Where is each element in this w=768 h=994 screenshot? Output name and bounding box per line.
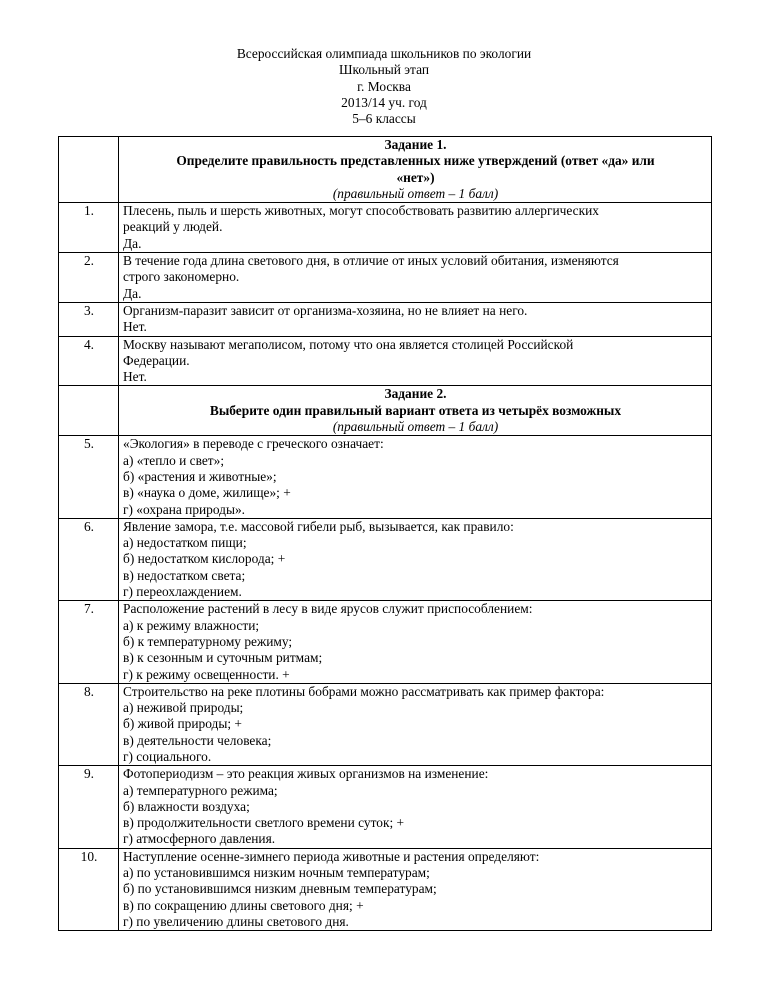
task2-header-row — [59, 386, 712, 436]
question-content — [119, 766, 712, 848]
question-row — [59, 683, 712, 765]
question-number: 3. — [59, 302, 119, 336]
answer-line: б) недостатком кислорода; + — [123, 551, 286, 567]
olympiad-title: Всероссийская олимпиада школьников по экологии — [236, 46, 532, 61]
task2-scoring: (правильный ответ – 1 балл) — [332, 419, 499, 435]
question-text: Плесень, пыль и шерсть животных, могут способствовать развитию аллергических — [123, 203, 599, 219]
question-number: 9. — [59, 766, 119, 848]
question-text: Наступление осенне-зимнего периода животные и растения определяют: — [123, 848, 540, 864]
answer-line: реакций у людей. — [123, 219, 223, 235]
answer-line: а) недостатком пищи; — [123, 535, 247, 551]
answer-line: г) «охрана природы». — [123, 501, 246, 517]
answer-line: а) по установившимся низким ночным температурам; — [123, 865, 430, 881]
answer-line: г) переохлаждением. — [123, 584, 242, 600]
answer-line: Федерации. — [123, 352, 190, 368]
answer-line: а) к режиму влажности; — [123, 617, 260, 633]
question-number: 7. — [59, 601, 119, 683]
question-number: 4. — [59, 336, 119, 386]
school-year: 2013/14 уч. год — [341, 94, 427, 110]
task1-title: Задание 1. — [384, 137, 447, 152]
answer-line: в) продолжительности светлого времени суток; + — [123, 815, 405, 831]
question-content — [119, 518, 712, 600]
answer-line: в) деятельности человека; — [123, 732, 272, 748]
question-row — [59, 302, 712, 336]
question-text: В течение года длина светового дня, в отличие от иных условий обитания, изменяются — [123, 253, 619, 269]
document-header — [0, 46, 768, 127]
answer-line: б) «растения и животные»; — [123, 468, 277, 484]
question-text: «Экология» в переводе с греческого означает: — [123, 436, 384, 452]
answer-line: в) по сокращению длины светового дня; + — [123, 897, 364, 913]
task1-instruction-b: «нет») — [396, 169, 435, 185]
question-row — [59, 848, 712, 930]
question-row — [59, 336, 712, 386]
answer-line: г) атмосферного давления. — [123, 831, 276, 847]
task1-instruction-a: Определите правильность представленных ниже утверждений (ответ «да» или — [176, 153, 655, 169]
question-content — [119, 203, 712, 253]
answer-line: а) температурного режима; — [123, 782, 278, 798]
question-content — [119, 848, 712, 930]
question-number: 10. — [59, 848, 119, 930]
question-row — [59, 203, 712, 253]
question-text: Расположение растений в лесу в виде ярусов служит приспособлением: — [123, 601, 533, 617]
answer-line: б) к температурному режиму; — [123, 633, 293, 649]
question-number: 1. — [59, 203, 119, 253]
answer-line: б) по установившимся низким дневным температурам; — [123, 881, 437, 897]
question-content — [119, 683, 712, 765]
question-text: Явление замора, т.е. массовой гибели рыб, вызывается, как правило: — [123, 518, 514, 534]
answer-line: г) к режиму освещенности. + — [123, 666, 290, 682]
grade-label: 5–6 классы — [352, 111, 416, 127]
task1-header-row — [59, 137, 712, 203]
task1-header — [119, 137, 712, 203]
question-text: Москву называют мегаполисом, потому что она является столицей Российской — [123, 336, 574, 352]
question-content — [119, 436, 712, 518]
question-number: 8. — [59, 683, 119, 765]
answer-line: строго закономерно. — [123, 269, 240, 285]
answer-line: а) неживой природы; — [123, 700, 244, 716]
question-row — [59, 766, 712, 848]
question-content — [119, 601, 712, 683]
question-text: Строительство на реке плотины бобрами можно рассматривать как пример фактора: — [123, 683, 605, 699]
answer-line: в) недостатком света; — [123, 567, 246, 583]
answer-line: Да. — [123, 285, 142, 301]
answer-line: б) влажности воздуха; — [123, 798, 250, 814]
question-number: 5. — [59, 436, 119, 518]
answer-line: Нет. — [123, 319, 147, 335]
answer-line: г) по увеличению длины светового дня. — [123, 913, 349, 929]
task2-header — [119, 386, 712, 436]
question-row — [59, 253, 712, 303]
question-text: Организм-паразит зависит от организма-хозяина, но не влияет на него. — [123, 302, 528, 318]
answer-line: в) к сезонным и суточным ритмам; — [123, 650, 323, 666]
answer-line: б) живой природы; + — [123, 716, 242, 732]
task1-scoring: (правильный ответ – 1 балл) — [332, 185, 499, 201]
question-content — [119, 302, 712, 336]
task2-instruction: Выберите один правильный вариант ответа из четырёх возможных — [209, 402, 622, 418]
question-content — [119, 253, 712, 303]
stage-label: Школьный этап — [338, 62, 429, 78]
task2-title: Задание 2. — [384, 386, 447, 402]
question-content — [119, 336, 712, 386]
question-number: 2. — [59, 253, 119, 303]
answer-line: Да. — [123, 235, 142, 251]
question-number: 6. — [59, 518, 119, 600]
answer-line: а) «тепло и свет»; — [123, 452, 225, 468]
answer-line: Нет. — [123, 369, 147, 385]
question-row — [59, 601, 712, 683]
question-text: Фотопериодизм – это реакция живых организмов на изменение: — [123, 766, 489, 782]
city-label: г. Москва — [357, 78, 411, 94]
question-row — [59, 436, 712, 518]
answer-line: в) «наука о доме, жилище»; + — [123, 485, 291, 501]
question-row — [59, 518, 712, 600]
answer-line: г) социального. — [123, 748, 212, 764]
tasks-table — [58, 136, 712, 931]
